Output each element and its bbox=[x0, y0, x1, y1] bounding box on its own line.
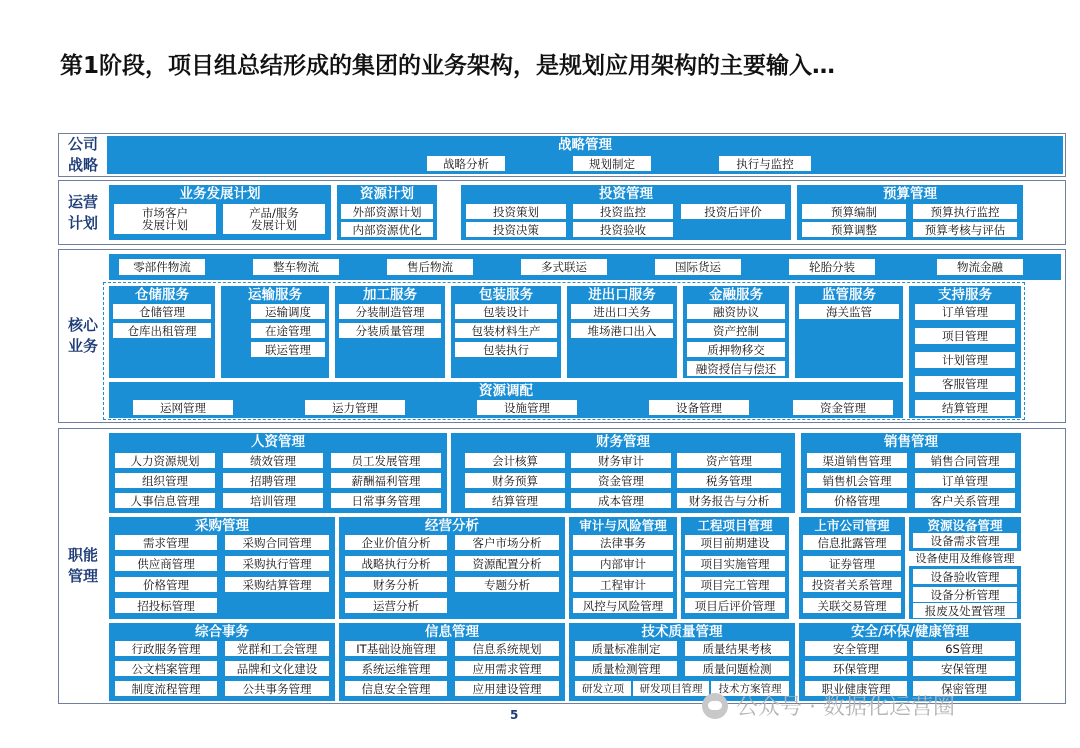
chip: 信息系统规划 bbox=[455, 641, 559, 656]
finance-block bbox=[451, 433, 795, 513]
chip: 订单管理 bbox=[915, 304, 1015, 320]
chip: 价格管理 bbox=[115, 577, 217, 592]
block-title: 包装服务 bbox=[479, 287, 533, 303]
chip: 人力资源规划 bbox=[115, 453, 215, 468]
chip: 6S管理 bbox=[913, 641, 1015, 656]
chip: 系统运维管理 bbox=[345, 661, 447, 676]
service-warehouse bbox=[109, 286, 215, 378]
chip: 研发项目管理 bbox=[633, 681, 709, 696]
chip: 财务分析 bbox=[345, 577, 447, 592]
chip: 专题分析 bbox=[455, 577, 559, 592]
chip: 招投标管理 bbox=[115, 598, 217, 613]
service-finance bbox=[683, 286, 789, 378]
band-label-strategy: 公司 战略 bbox=[67, 135, 98, 174]
chip: 应用需求管理 bbox=[455, 661, 559, 676]
chip: 战略分析 bbox=[427, 156, 505, 171]
chip: 内部审计 bbox=[573, 556, 673, 571]
chip: 进出口关务 bbox=[571, 304, 673, 319]
block-title: 投资管理 bbox=[599, 186, 653, 202]
chip: 日常事务管理 bbox=[331, 493, 441, 508]
chip: 采购合同管理 bbox=[225, 535, 329, 550]
band-label-functional: 职能 管理 bbox=[67, 546, 98, 585]
chip: 设备使用及维修管理 bbox=[909, 551, 1021, 566]
chip: 采购执行管理 bbox=[225, 556, 329, 571]
service-support bbox=[909, 286, 1021, 418]
chip: 招聘管理 bbox=[223, 473, 323, 488]
chip: 外部资源计划 bbox=[341, 204, 433, 219]
chip: 预算执行监控 bbox=[913, 204, 1017, 219]
chip: 仓储管理 bbox=[113, 304, 211, 319]
chip: 员工发展管理 bbox=[331, 453, 441, 468]
chip: 关联交易管理 bbox=[803, 598, 901, 613]
chip: 预算调整 bbox=[802, 222, 906, 237]
block-title: 预算管理 bbox=[883, 186, 937, 202]
chip: 运输调度 bbox=[251, 304, 325, 319]
chip: 成本管理 bbox=[571, 493, 671, 508]
chip: 信息安全管理 bbox=[345, 681, 447, 696]
block-title: 上市公司管理 bbox=[814, 518, 890, 533]
chip: 海关监管 bbox=[799, 304, 899, 319]
chip: 运网管理 bbox=[133, 400, 233, 415]
chip: 资产控制 bbox=[687, 323, 785, 338]
chip: 设备管理 bbox=[649, 400, 749, 415]
chip: 风控与风险管理 bbox=[573, 598, 673, 613]
chip: 技术方案管理 bbox=[711, 681, 789, 696]
chip: 质量标准制定 bbox=[575, 641, 677, 656]
chip: 运力管理 bbox=[305, 400, 405, 415]
chip: 保密管理 bbox=[913, 681, 1015, 696]
chip: 项目前期建设 bbox=[685, 535, 785, 550]
chip: 薪酬福利管理 bbox=[331, 473, 441, 488]
core-band bbox=[58, 249, 1066, 423]
chip: 市场客户 发展计划 bbox=[114, 204, 216, 234]
chip: 执行与监控 bbox=[719, 156, 811, 171]
chip: 会计核算 bbox=[465, 453, 565, 468]
resource-alloc-block bbox=[109, 382, 903, 418]
chip: 分装质量管理 bbox=[339, 323, 441, 338]
block-title: 资源计划 bbox=[360, 186, 414, 202]
band-label-planning: 运营 计划 bbox=[67, 192, 98, 232]
watermark bbox=[702, 690, 955, 721]
chip: 结算管理 bbox=[915, 400, 1015, 416]
block-title: 金融服务 bbox=[709, 287, 763, 303]
chip: 项目管理 bbox=[915, 328, 1015, 344]
resource-plan-block bbox=[337, 185, 437, 240]
functional-band bbox=[58, 428, 1066, 704]
chip: 结算管理 bbox=[465, 493, 565, 508]
service-supervision bbox=[795, 286, 903, 378]
chip: 仓库出租管理 bbox=[113, 323, 211, 338]
chip: 企业价值分析 bbox=[345, 535, 447, 550]
watermark-text: 公众号 · 数据化运营圈 bbox=[736, 695, 955, 720]
chip: 多式联运 bbox=[521, 259, 607, 275]
hr-block bbox=[109, 433, 447, 513]
chip: 公文档案管理 bbox=[115, 661, 217, 676]
chip: 运营分析 bbox=[345, 598, 447, 613]
chip: 研发立项 bbox=[575, 681, 631, 696]
block-title: 加工服务 bbox=[363, 287, 417, 303]
chip: 国际货运 bbox=[655, 259, 741, 275]
audit-risk-block bbox=[569, 517, 677, 619]
block-title: 信息管理 bbox=[425, 624, 479, 640]
chip: 需求管理 bbox=[115, 535, 217, 550]
chip: 战略执行分析 bbox=[345, 556, 447, 571]
chip: 工程审计 bbox=[573, 577, 673, 592]
chip: IT基础设施管理 bbox=[345, 641, 447, 656]
chip: 环保管理 bbox=[805, 661, 907, 676]
block-title: 安全/环保/健康管理 bbox=[851, 624, 969, 640]
block-title: 资源调配 bbox=[479, 383, 533, 399]
chip: 规划制定 bbox=[573, 156, 651, 171]
chip: 设备验收管理 bbox=[913, 569, 1017, 584]
block-title: 监管服务 bbox=[822, 287, 876, 303]
chip: 预算考核与评估 bbox=[913, 222, 1017, 237]
chip: 项目实施管理 bbox=[685, 556, 785, 571]
chip: 投资监控 bbox=[573, 204, 673, 219]
chip: 销售合同管理 bbox=[915, 453, 1015, 468]
operation-analysis-block bbox=[339, 517, 565, 619]
chip: 投资者关系管理 bbox=[803, 577, 901, 592]
chip: 安保管理 bbox=[913, 661, 1015, 676]
chip: 资金管理 bbox=[793, 400, 893, 415]
chip: 客户关系管理 bbox=[915, 493, 1015, 508]
strategy-block bbox=[107, 136, 1063, 174]
block-title: 采购管理 bbox=[195, 518, 249, 534]
chip: 人事信息管理 bbox=[115, 493, 215, 508]
block-title: 战略管理 bbox=[558, 137, 612, 153]
chip: 公共事务管理 bbox=[225, 681, 329, 696]
service-packaging bbox=[451, 286, 561, 378]
chip: 职业健康管理 bbox=[805, 681, 907, 696]
chip: 在途管理 bbox=[251, 323, 325, 338]
block-title: 人资管理 bbox=[251, 434, 305, 450]
chip: 品牌和文化建设 bbox=[225, 661, 329, 676]
chip: 供应商管理 bbox=[115, 556, 217, 571]
chip: 法律事务 bbox=[573, 535, 673, 550]
chip: 应用建设管理 bbox=[455, 681, 559, 696]
chip: 投资后评价 bbox=[681, 204, 785, 219]
chip: 零部件物流 bbox=[119, 259, 205, 275]
chip: 采购结算管理 bbox=[225, 577, 329, 592]
block-title: 审计与风险管理 bbox=[579, 518, 667, 533]
sales-block bbox=[801, 433, 1021, 513]
chip: 投资验收 bbox=[573, 222, 673, 237]
budget-block bbox=[797, 185, 1023, 240]
listed-company-block bbox=[799, 517, 905, 619]
block-title: 业务发展计划 bbox=[179, 186, 261, 202]
info-mgmt-block bbox=[339, 623, 565, 701]
chip: 内部资源优化 bbox=[341, 222, 433, 237]
chip: 安全管理 bbox=[805, 641, 907, 656]
chip: 融资授信与偿还 bbox=[687, 361, 785, 376]
chip: 质量结果考核 bbox=[685, 641, 789, 656]
page-title: 第1阶段，项目组总结形成的集团的业务架构，是规划应用架构的主要输入… bbox=[60, 53, 836, 79]
block-title: 仓储服务 bbox=[135, 287, 189, 303]
block-title: 资源设备管理 bbox=[927, 518, 1003, 533]
block-title: 财务管理 bbox=[596, 434, 650, 450]
chip: 资产管理 bbox=[677, 453, 781, 468]
block-title: 销售管理 bbox=[884, 434, 938, 450]
chip: 质量检测管理 bbox=[575, 661, 677, 676]
chip: 财务预算 bbox=[465, 473, 565, 488]
block-title: 技术质量管理 bbox=[641, 624, 723, 640]
engineering-project-block bbox=[681, 517, 789, 619]
block-title: 工程项目管理 bbox=[697, 518, 773, 533]
chip: 渠道销售管理 bbox=[807, 453, 907, 468]
chip: 包装执行 bbox=[455, 342, 557, 357]
block-title: 经营分析 bbox=[425, 518, 479, 534]
chip: 绩效管理 bbox=[223, 453, 323, 468]
chip: 质押物移交 bbox=[687, 342, 785, 357]
asset-equipment-block bbox=[909, 517, 1021, 619]
chip: 设备分析管理 bbox=[913, 587, 1017, 602]
chip: 税务管理 bbox=[677, 473, 781, 488]
general-affairs-block bbox=[109, 623, 335, 701]
purchase-block bbox=[109, 517, 335, 619]
chip: 资源配置分析 bbox=[455, 556, 559, 571]
chip: 销售机会管理 bbox=[807, 473, 907, 488]
chip: 质量问题检测 bbox=[685, 661, 789, 676]
chip: 制度流程管理 bbox=[115, 681, 217, 696]
service-transport bbox=[221, 286, 329, 378]
chip: 包装材料生产 bbox=[455, 323, 557, 338]
chip: 预算编制 bbox=[802, 204, 906, 219]
chip: 售后物流 bbox=[387, 259, 473, 275]
chip: 客服管理 bbox=[915, 376, 1015, 392]
block-title: 支持服务 bbox=[938, 287, 992, 303]
block-title: 综合事务 bbox=[195, 624, 249, 640]
chip: 客户市场分析 bbox=[455, 535, 559, 550]
chip: 证券管理 bbox=[803, 556, 901, 571]
chip: 产品/服务 发展计划 bbox=[223, 204, 325, 234]
chip: 联运管理 bbox=[251, 342, 325, 357]
strategy-band bbox=[58, 133, 1066, 177]
chip: 堆场港口出入 bbox=[571, 323, 673, 338]
block-title: 进出口服务 bbox=[588, 287, 656, 303]
chip: 物流金融 bbox=[937, 259, 1023, 275]
service-processing bbox=[335, 286, 445, 378]
chip: 资金管理 bbox=[571, 473, 671, 488]
chip: 财务报告与分析 bbox=[677, 493, 781, 508]
service-import-export bbox=[567, 286, 677, 378]
chip: 培训管理 bbox=[223, 493, 323, 508]
chip: 包装设计 bbox=[455, 304, 557, 319]
chip: 投资策划 bbox=[466, 204, 566, 219]
chip: 设施管理 bbox=[477, 400, 577, 415]
chip: 信息批露管理 bbox=[803, 535, 901, 550]
chip: 价格管理 bbox=[807, 493, 907, 508]
block-title: 运输服务 bbox=[248, 287, 302, 303]
chip: 报废及处置管理 bbox=[913, 603, 1017, 618]
chip: 融资协议 bbox=[687, 304, 785, 319]
planning-band bbox=[58, 180, 1066, 245]
band-label-core: 核心 业务 bbox=[67, 316, 98, 355]
chip: 党群和工会管理 bbox=[225, 641, 329, 656]
chip: 组织管理 bbox=[115, 473, 215, 488]
business-plan-block bbox=[109, 185, 331, 240]
investment-block bbox=[461, 185, 791, 240]
chip: 设备需求管理 bbox=[913, 533, 1017, 548]
chip: 行政服务管理 bbox=[115, 641, 217, 656]
chip: 订单管理 bbox=[915, 473, 1015, 488]
chip: 投资决策 bbox=[466, 222, 566, 237]
chip: 项目后评价管理 bbox=[685, 598, 785, 613]
logistics-row bbox=[109, 254, 1061, 280]
chip: 分装制造管理 bbox=[339, 304, 441, 319]
chip: 轮胎分装 bbox=[789, 259, 875, 275]
chip: 项目完工管理 bbox=[685, 577, 785, 592]
chip: 财务审计 bbox=[571, 453, 671, 468]
chip: 整车物流 bbox=[253, 259, 339, 275]
wechat-icon bbox=[702, 693, 728, 719]
chip: 计划管理 bbox=[915, 352, 1015, 368]
page-number: 5 bbox=[510, 708, 519, 722]
